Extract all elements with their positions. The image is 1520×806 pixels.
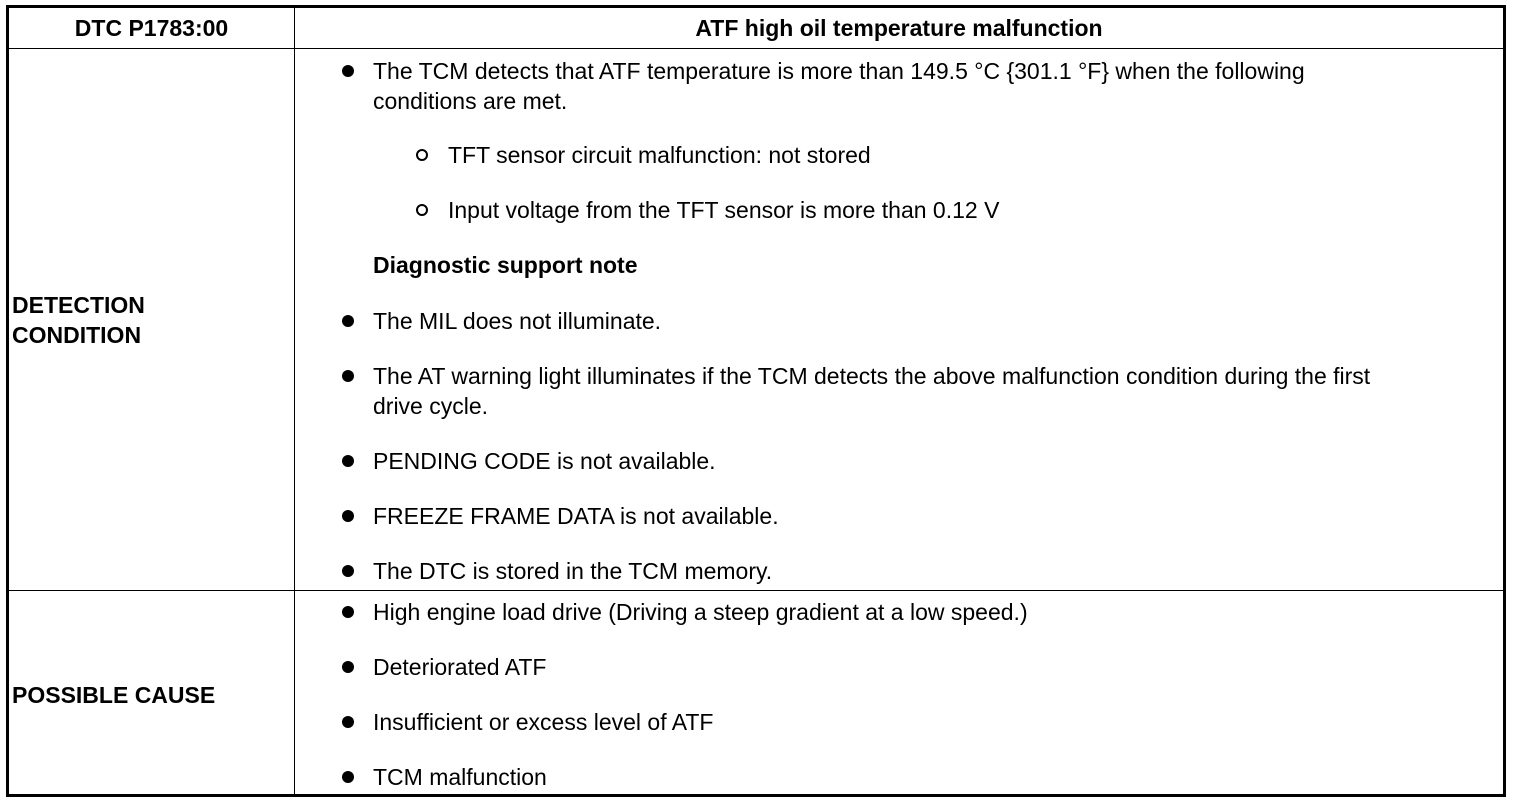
dtc-code: DTC P1783:00 xyxy=(74,15,229,41)
cause-item: High engine load drive (Driving a steep gradient at a low speed.) xyxy=(373,599,1028,625)
bullet-icon xyxy=(342,370,354,382)
bullet-icon xyxy=(342,315,354,327)
column-divider xyxy=(294,8,295,794)
header-divider xyxy=(9,48,1503,49)
bullet-icon xyxy=(342,510,354,522)
bullet-icon xyxy=(342,771,354,783)
dtc-table xyxy=(6,5,1506,797)
diagnostic-note-heading: Diagnostic support note xyxy=(373,252,638,278)
bullet-icon xyxy=(342,65,354,77)
sub-bullet-icon xyxy=(416,204,428,216)
detection-note-continuation: drive cycle. xyxy=(373,393,489,419)
bullet-icon xyxy=(342,565,354,577)
detection-sub-item: TFT sensor circuit malfunction: not stored xyxy=(448,142,871,168)
detection-note: The AT warning light illuminates if the TCM detects the above malfunction condition during the first xyxy=(373,363,1371,389)
dtc-title: ATF high oil temperature malfunction xyxy=(695,15,1103,41)
cause-item: Insufficient or excess level of ATF xyxy=(373,709,714,735)
possible-cause-label: POSSIBLE CAUSE xyxy=(12,682,216,708)
bullet-icon xyxy=(342,661,354,673)
bullet-icon xyxy=(342,606,354,618)
cause-item: TCM malfunction xyxy=(373,764,547,790)
detection-label-line2: CONDITION xyxy=(12,322,142,348)
section-divider xyxy=(9,590,1503,591)
detection-intro-line2: conditions are met. xyxy=(373,88,568,114)
sub-bullet-icon xyxy=(416,149,428,161)
detection-sub-item: Input voltage from the TFT sensor is more than 0.12 V xyxy=(448,197,1000,223)
cause-item: Deteriorated ATF xyxy=(373,654,547,680)
detection-note: The DTC is stored in the TCM memory. xyxy=(373,558,773,584)
bullet-icon xyxy=(342,455,354,467)
bullet-icon xyxy=(342,716,354,728)
detection-note: The MIL does not illuminate. xyxy=(373,308,662,334)
detection-intro-line1: The TCM detects that ATF temperature is more than 149.5 °C {301.1 °F} when the following xyxy=(373,58,1305,84)
detection-note: FREEZE FRAME DATA is not available. xyxy=(373,503,779,529)
detection-note: PENDING CODE is not available. xyxy=(373,448,716,474)
detection-label-line1: DETECTION xyxy=(12,292,145,318)
